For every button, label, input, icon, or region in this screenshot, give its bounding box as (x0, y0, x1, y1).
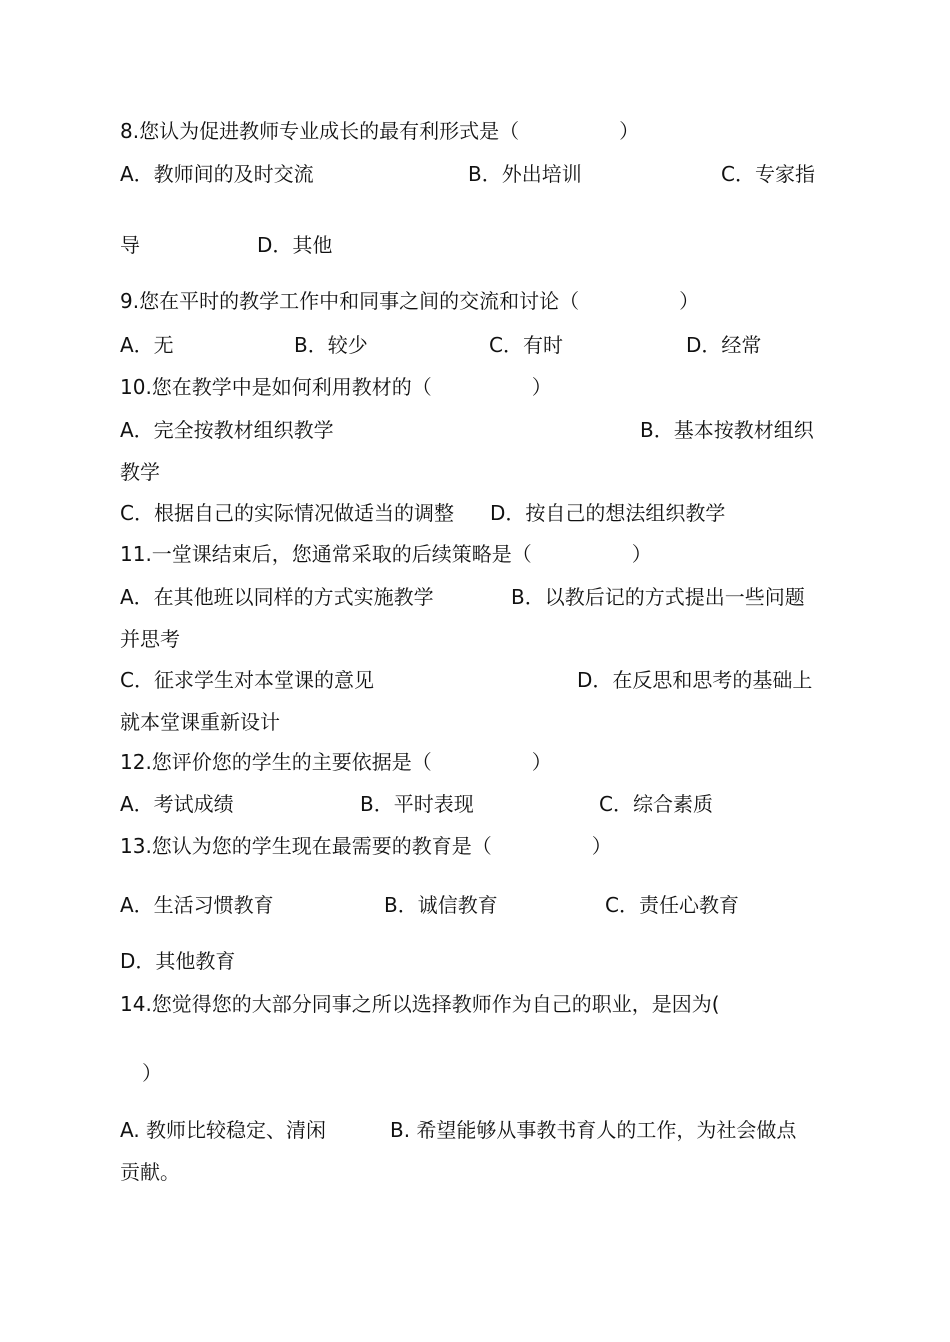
option-a: A．完全按教材组织教学 (120, 418, 334, 442)
option-b: B．较少 (294, 333, 368, 357)
option-c: C．有时 (489, 333, 563, 357)
question-stem: 8.您认为促进教师专业成长的最有利形式是（ ） (120, 119, 640, 143)
question-stem-closing-paren: ） (142, 1061, 162, 1085)
option-a: A．无 (120, 333, 174, 357)
option-a: A．在其他班以同样的方式实施教学 (120, 585, 434, 609)
option-d: D．其他 (257, 233, 333, 257)
option-d: D．按自己的想法组织教学 (490, 501, 726, 525)
option-a: A. 教师比较稳定、清闲 (120, 1118, 327, 1142)
option-c: C．专家指 (721, 162, 815, 186)
option-d-continued: 就本堂课重新设计 (120, 710, 280, 734)
option-b: B．诚信教育 (384, 893, 498, 917)
question-stem: 12.您评价您的学生的主要依据是（ ） (120, 750, 552, 774)
option-c-continued: 导 (120, 233, 140, 257)
option-c: C．综合素质 (599, 792, 713, 816)
option-b: B．基本按教材组织 (640, 418, 814, 442)
option-b-continued: 并思考 (120, 627, 180, 651)
question-stem: 11.一堂课结束后，您通常采取的后续策略是（ ） (120, 542, 652, 566)
question-stem: 14.您觉得您的大部分同事之所以选择教师作为自己的职业，是因为( (120, 992, 720, 1016)
option-b-continued: 贡献。 (120, 1160, 180, 1184)
option-c: C．根据自己的实际情况做适当的调整 (120, 501, 454, 525)
option-c: C．征求学生对本堂课的意见 (120, 668, 374, 692)
option-c: C．责任心教育 (605, 893, 739, 917)
option-b: B．平时表现 (360, 792, 474, 816)
option-d: D．经常 (686, 333, 762, 357)
option-b: B. 希望能够从事教书育人的工作，为社会做点 (390, 1118, 797, 1142)
question-stem: 13.您认为您的学生现在最需要的教育是（ ） (120, 834, 612, 858)
option-b-continued: 教学 (120, 460, 160, 484)
option-a: A．生活习惯教育 (120, 893, 274, 917)
option-a: A．教师间的及时交流 (120, 162, 314, 186)
option-b: B．外出培训 (468, 162, 582, 186)
option-d: D．在反思和思考的基础上 (577, 668, 813, 692)
option-b: B．以教后记的方式提出一些问题 (511, 585, 805, 609)
option-a: A．考试成绩 (120, 792, 234, 816)
question-stem: 9.您在平时的教学工作中和同事之间的交流和讨论（ ） (120, 289, 700, 313)
option-d: D．其他教育 (120, 949, 236, 973)
question-stem: 10.您在教学中是如何利用教材的（ ） (120, 375, 552, 399)
